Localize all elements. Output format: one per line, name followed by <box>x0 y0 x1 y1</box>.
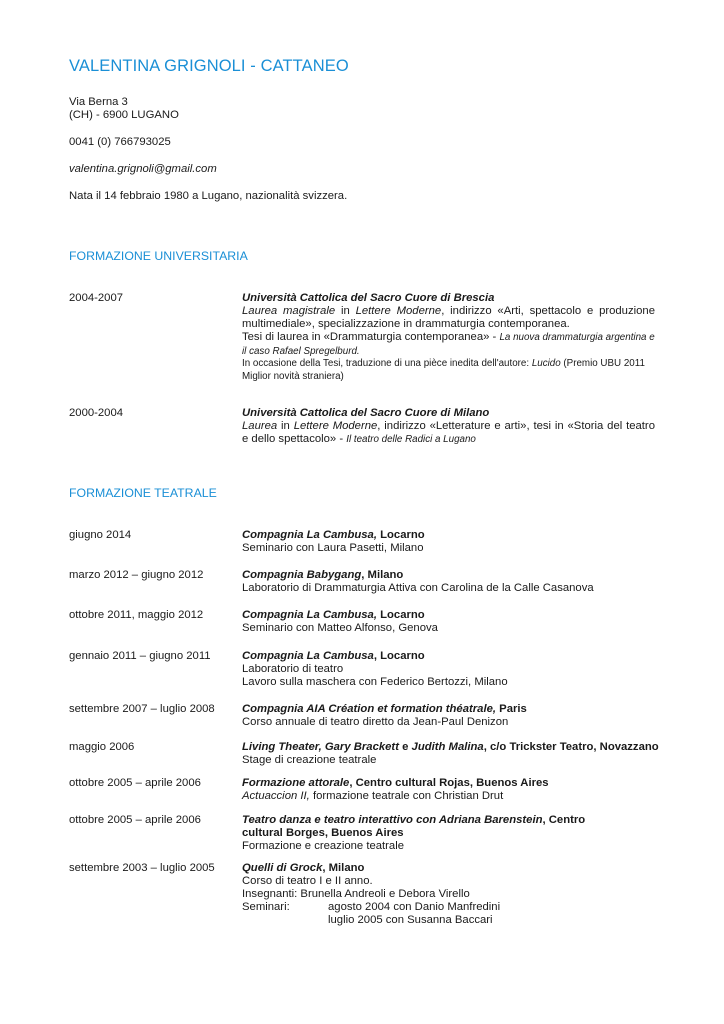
seminar-row <box>242 901 655 914</box>
course-rest: formazione teatrale con Christian Drut <box>309 790 504 802</box>
entry-line: Corso annuale di teatro diretto da Jean-Paul Denizon <box>242 716 509 728</box>
connector: e <box>398 741 412 753</box>
company: Compagnia La Cambusa <box>242 650 374 662</box>
entry-content <box>242 862 655 927</box>
seminars-label: Seminari: <box>242 901 290 913</box>
company: Compagnia AIA Création et formation théatrale, <box>242 703 497 715</box>
place: , Centro cultural Borges, Buenos Aires <box>242 814 586 839</box>
place: , c/o Trickster Teatro, Novazzano <box>483 741 659 753</box>
entry-content <box>242 650 655 689</box>
entry-date: ottobre 2005 – aprile 2006 <box>69 814 201 826</box>
entry-line: Corso di teatro I e II anno. <box>242 875 373 887</box>
phone: 0041 (0) 766793025 <box>69 136 171 148</box>
degree-description <box>242 420 655 447</box>
entry-line: Insegnanti: Brunella Andreoli e Debora Virello <box>242 888 470 900</box>
company: Quelli di Grock <box>242 862 323 874</box>
entry-content <box>242 529 655 555</box>
entry-line: Lavoro sulla maschera con Federico Bertozzi, Milano <box>242 676 508 688</box>
address-line-1: Via Berna 3 <box>69 96 128 108</box>
entry-content <box>242 609 655 635</box>
degree-field: Lettere Moderne <box>355 305 442 317</box>
entry-line <box>242 790 655 803</box>
theatre-section-title: FORMAZIONE TEATRALE <box>69 486 217 500</box>
institution: Università Cattolica del Sacro Cuore di Brescia <box>242 292 495 304</box>
entry-line: Seminario con Laura Pasetti, Milano <box>242 542 424 554</box>
thesis-prefix: Tesi di laurea in «Drammaturgia contemporanea» - <box>242 331 500 343</box>
company: Living Theater, Gary Brackett <box>242 741 399 753</box>
degree-in: in <box>277 420 294 432</box>
seminar-item: luglio 2005 con Susanna Baccari <box>328 914 493 926</box>
degree: Laurea magistrale <box>242 305 336 317</box>
place: Locarno <box>376 609 425 621</box>
entry-line: Formazione e creazione teatrale <box>242 840 405 852</box>
translation-note <box>242 358 655 383</box>
note-suffix: (Premio UBU 2011 Miglior novità straniera) <box>242 358 645 382</box>
cv-name: VALENTINA GRIGNOLI - CATTANEO <box>69 57 349 75</box>
note-prefix: In occasione della Tesi, traduzione di una pièce inedita dell'autore: <box>242 358 532 369</box>
entry-date: ottobre 2005 – aprile 2006 <box>69 777 201 789</box>
entry-content <box>242 569 655 595</box>
degree-desc: , indirizzo «Arti, spettacolo e produzione multimediale», specializzazione in drammaturgia contemporanea. <box>242 305 655 330</box>
entry-content <box>242 777 655 803</box>
entry-content <box>242 292 655 383</box>
entry-date: 2004-2007 <box>69 292 124 304</box>
company: Formazione attorale <box>242 777 350 789</box>
place: , Milano <box>361 569 404 581</box>
entry-line: Laboratorio di teatro <box>242 663 344 675</box>
entry-date: ottobre 2011, maggio 2012 <box>69 609 204 621</box>
degree-field: Lettere Moderne <box>293 420 378 432</box>
place: , Centro cultural Rojas, Buenos Aires <box>349 777 549 789</box>
seminar-item: agosto 2004 con Danio Manfredini <box>328 901 501 913</box>
degree-description <box>242 305 655 331</box>
entry-date: marzo 2012 – giugno 2012 <box>69 569 204 581</box>
address-line-2: (CH) - 6900 LUGANO <box>69 109 179 121</box>
thesis-title: Il teatro delle Radici a Lugano <box>346 434 476 445</box>
email: valentina.grignoli@gmail.com <box>69 163 217 175</box>
seminar-row <box>242 914 655 927</box>
degree-desc: , indirizzo «Letterature e arti», tesi in «Storia del teatro e dello spettacolo» - <box>242 420 655 445</box>
degree: Laurea <box>242 420 278 432</box>
entry-date: gennaio 2011 – giugno 2011 <box>69 650 211 662</box>
entry-date: giugno 2014 <box>69 529 132 541</box>
entry-date: maggio 2006 <box>69 741 135 753</box>
institution: Università Cattolica del Sacro Cuore di Milano <box>242 407 490 419</box>
degree-in: in <box>335 305 356 317</box>
entry-date: 2000-2004 <box>69 407 124 419</box>
course-title: Actuaccion II, <box>242 790 310 802</box>
note-title: Lucido <box>531 358 561 369</box>
company-b: Judith Malina <box>411 741 484 753</box>
place: Locarno <box>376 529 425 541</box>
entry-date: settembre 2007 – luglio 2008 <box>69 703 215 715</box>
entry-date: settembre 2003 – luglio 2005 <box>69 862 215 874</box>
entry-content <box>242 407 655 447</box>
entry-line: Stage di creazione teatrale <box>242 754 377 766</box>
entry-line: Laboratorio di Drammaturgia Attiva con Carolina de la Calle Casanova <box>242 582 594 594</box>
company: Teatro danza e teatro interattivo con Adriana Barenstein <box>242 814 543 826</box>
entry-content <box>242 741 662 767</box>
company: Compagnia La Cambusa, <box>242 609 377 621</box>
university-section-title: FORMAZIONE UNIVERSITARIA <box>69 249 248 263</box>
thesis-title: La nuova drammaturgia argentina e il caso Rafael Spregelburd. <box>242 332 655 357</box>
entry-line: Seminario con Matteo Alfonso, Genova <box>242 622 438 634</box>
entry-content <box>242 814 622 853</box>
address-block <box>69 96 179 122</box>
place: Paris <box>496 703 527 715</box>
company: Compagnia Babygang <box>242 569 362 581</box>
place: , Locarno <box>373 650 425 662</box>
birth-info: Nata il 14 febbraio 1980 a Lugano, nazionalità svizzera. <box>69 190 348 202</box>
company: Compagnia La Cambusa, <box>242 529 377 541</box>
thesis <box>242 331 655 358</box>
place: , Milano <box>322 862 365 874</box>
entry-content <box>242 703 655 729</box>
